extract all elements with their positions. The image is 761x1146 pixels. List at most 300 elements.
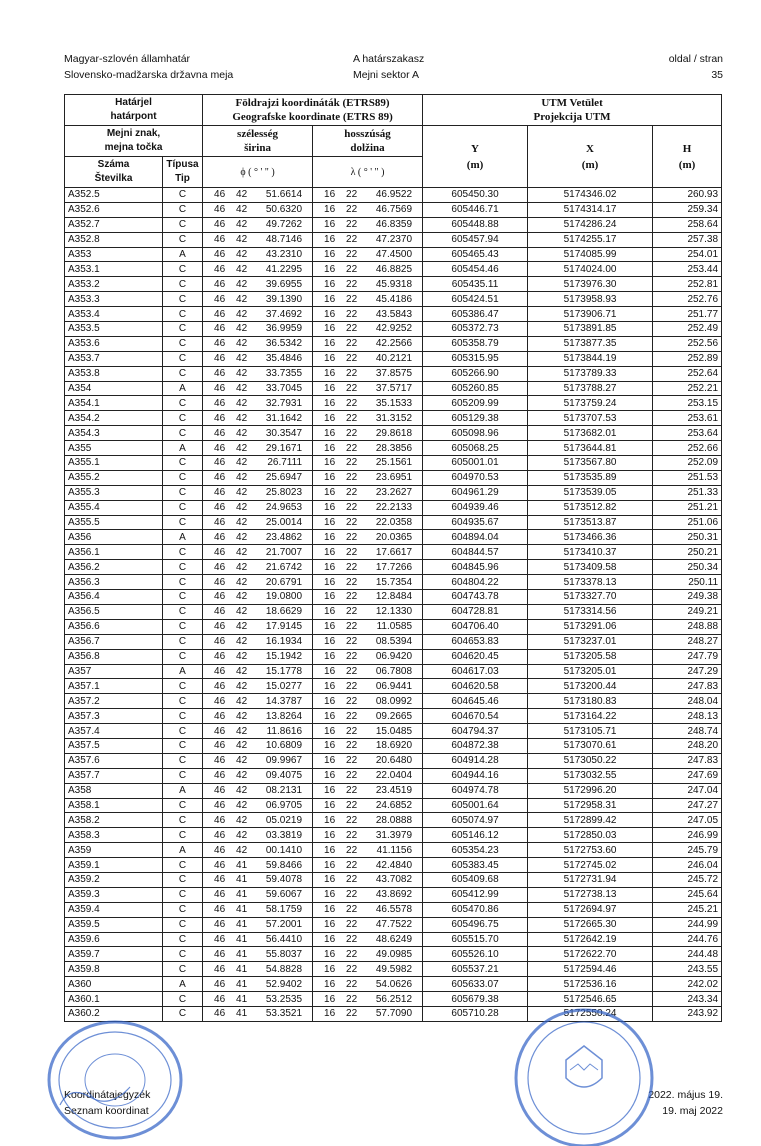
- point-type-cell: C: [163, 560, 203, 575]
- longitude-seconds: 20.6480: [375, 755, 413, 767]
- point-type-cell: C: [163, 634, 203, 649]
- longitude-minutes: 22: [346, 874, 358, 886]
- utm-x-cell: 5173877.35: [528, 336, 653, 351]
- longitude-minutes: 22: [346, 323, 358, 335]
- longitude-minutes: 22: [346, 472, 358, 484]
- latitude-degrees: 46: [214, 323, 226, 335]
- utm-y-cell: 604845.96: [423, 560, 528, 575]
- point-number-cell: A352.6: [65, 202, 163, 217]
- point-type-cell: C: [163, 962, 203, 977]
- longitude-degrees: 16: [324, 219, 336, 231]
- latitude-degrees: 46: [214, 665, 226, 677]
- table-row: [65, 724, 722, 739]
- table-row: [65, 307, 722, 322]
- longitude-seconds: 48.6249: [375, 933, 413, 945]
- table-row: [65, 768, 722, 783]
- latitude-minutes: 41: [236, 948, 248, 960]
- utm-x-cell: 5172694.97: [528, 902, 653, 917]
- height-cell: 246.04: [653, 858, 722, 873]
- longitude-degrees: 16: [324, 338, 336, 350]
- latitude-seconds: 25.6947: [265, 472, 303, 484]
- longitude-cell: [313, 872, 423, 887]
- longitude-degrees: 16: [324, 919, 336, 931]
- longitude-degrees: 16: [324, 651, 336, 663]
- point-number-cell: A355.1: [65, 456, 163, 471]
- latitude-minutes: 42: [236, 814, 248, 826]
- point-number-cell: A357.2: [65, 694, 163, 709]
- utm-y-cell: 605633.07: [423, 977, 528, 992]
- latitude-degrees: 46: [214, 338, 226, 350]
- latitude-seconds: 29.1671: [265, 442, 303, 454]
- longitude-degrees: 16: [324, 383, 336, 395]
- longitude-seconds: 56.2512: [375, 993, 413, 1005]
- latitude-degrees: 46: [214, 993, 226, 1005]
- longitude-degrees: 16: [324, 993, 336, 1005]
- longitude-minutes: 22: [346, 993, 358, 1005]
- utm-y-cell: 605457.94: [423, 232, 528, 247]
- longitude-seconds: 47.7522: [375, 919, 413, 931]
- latitude-degrees: 46: [214, 234, 226, 246]
- point-type-cell: A: [163, 664, 203, 679]
- table-row: [65, 560, 722, 575]
- utm-x-cell: 5172665.30: [528, 917, 653, 932]
- table-row: [65, 485, 722, 500]
- longitude-degrees: 16: [324, 1008, 336, 1020]
- longitude-cell: [313, 902, 423, 917]
- utm-y-cell: 604743.78: [423, 590, 528, 605]
- latitude-seconds: 03.3819: [265, 829, 303, 841]
- longitude-cell: [313, 887, 423, 902]
- latitude-degrees: 46: [214, 933, 226, 945]
- utm-x-cell: 5173759.24: [528, 396, 653, 411]
- geo-coordinates-header: Földrajzi koordináták (ETRS89) Geografske koordinate (ETRS 89): [203, 95, 423, 126]
- height-cell: 253.44: [653, 262, 722, 277]
- latitude-minutes: 42: [236, 487, 248, 499]
- longitude-seconds: 42.4840: [375, 859, 413, 871]
- latitude-degrees: 46: [214, 249, 226, 260]
- utm-x-cell: 5174346.02: [528, 188, 653, 203]
- table-row: [65, 470, 722, 485]
- latitude-seconds: 15.1778: [265, 665, 303, 677]
- header-sector-sl: Mejni sektor A: [353, 69, 419, 81]
- utm-y-cell: 605266.90: [423, 366, 528, 381]
- latitude-minutes: 41: [236, 889, 248, 901]
- longitude-degrees: 16: [324, 963, 336, 975]
- latitude-cell: [203, 262, 313, 277]
- longitude-minutes: 22: [346, 785, 358, 797]
- table-row: [65, 604, 722, 619]
- point-type-cell: C: [163, 649, 203, 664]
- longitude-degrees: 16: [324, 487, 336, 499]
- point-type-cell: C: [163, 604, 203, 619]
- table-row: [65, 411, 722, 426]
- longitude-cell: [313, 679, 423, 694]
- utm-y-cell: 605260.85: [423, 381, 528, 396]
- point-number-cell: A359.3: [65, 887, 163, 902]
- longitude-seconds: 22.2133: [375, 502, 413, 514]
- table-row: [65, 709, 722, 724]
- longitude-degrees: 16: [324, 606, 336, 618]
- longitude-seconds: 37.8575: [375, 368, 413, 380]
- latitude-minutes: 42: [236, 576, 248, 588]
- utm-x-cell: 5172745.02: [528, 858, 653, 873]
- height-cell: 247.79: [653, 649, 722, 664]
- longitude-minutes: 22: [346, 665, 358, 677]
- utm-y-cell: 604974.78: [423, 783, 528, 798]
- latitude-cell: [203, 738, 313, 753]
- latitude-degrees: 46: [214, 904, 226, 916]
- latitude-cell: [203, 485, 313, 500]
- height-cell: 248.04: [653, 694, 722, 709]
- longitude-degrees: 16: [324, 427, 336, 439]
- latitude-minutes: 41: [236, 978, 248, 990]
- longitude-seconds: 46.9522: [375, 189, 413, 201]
- longitude-minutes: 22: [346, 755, 358, 767]
- height-cell: 248.27: [653, 634, 722, 649]
- longitude-cell: [313, 515, 423, 530]
- utm-x-cell: 5173512.82: [528, 500, 653, 515]
- latitude-degrees: 46: [214, 219, 226, 231]
- utm-x-cell: 5173958.93: [528, 292, 653, 307]
- height-cell: 252.64: [653, 366, 722, 381]
- hungarian-seal-stamp: [40, 1010, 190, 1142]
- height-cell: 253.64: [653, 426, 722, 441]
- longitude-minutes: 22: [346, 710, 358, 722]
- latitude-seconds: 59.4078: [265, 874, 303, 886]
- latitude-seconds: 14.3787: [265, 695, 303, 707]
- longitude-seconds: 12.8484: [375, 591, 413, 603]
- longitude-minutes: 22: [346, 308, 358, 320]
- longitude-seconds: 06.7808: [375, 665, 413, 677]
- point-number-cell: A356.3: [65, 575, 163, 590]
- height-cell: 245.21: [653, 902, 722, 917]
- longitude-cell: [313, 798, 423, 813]
- latitude-degrees: 46: [214, 427, 226, 439]
- latitude-cell: [203, 441, 313, 456]
- table-row: [65, 917, 722, 932]
- point-number-cell: A360.1: [65, 992, 163, 1007]
- height-cell: 252.09: [653, 456, 722, 471]
- utm-x-cell: 5173567.80: [528, 456, 653, 471]
- latitude-degrees: 46: [214, 397, 226, 409]
- longitude-degrees: 16: [324, 948, 336, 960]
- latitude-minutes: 42: [236, 278, 248, 290]
- latitude-minutes: 42: [236, 680, 248, 692]
- table-row: [65, 902, 722, 917]
- longitude-degrees: 16: [324, 189, 336, 201]
- latitude-degrees: 46: [214, 487, 226, 499]
- longitude-minutes: 22: [346, 338, 358, 350]
- longitude-degrees: 16: [324, 561, 336, 573]
- latitude-degrees: 46: [214, 189, 226, 201]
- utm-x-cell: 5173050.22: [528, 753, 653, 768]
- point-type-cell: A: [163, 783, 203, 798]
- table-row: [65, 798, 722, 813]
- utm-y-cell: 604706.40: [423, 619, 528, 634]
- longitude-cell: [313, 649, 423, 664]
- longitude-minutes: 22: [346, 770, 358, 782]
- height-cell: 247.04: [653, 783, 722, 798]
- latitude-seconds: 59.8466: [265, 859, 303, 871]
- height-cell: 245.64: [653, 887, 722, 902]
- point-type-cell: C: [163, 709, 203, 724]
- point-number-cell: A359.8: [65, 962, 163, 977]
- latitude-cell: [203, 753, 313, 768]
- latitude-degrees: 46: [214, 278, 226, 290]
- latitude-minutes: 42: [236, 636, 248, 648]
- latitude-seconds: 39.1390: [265, 293, 303, 305]
- longitude-minutes: 22: [346, 740, 358, 752]
- longitude-degrees: 16: [324, 591, 336, 603]
- utm-x-cell: 5174255.17: [528, 232, 653, 247]
- utm-x-cell: 5172546.65: [528, 992, 653, 1007]
- utm-x-cell: 5173891.85: [528, 322, 653, 337]
- height-cell: 244.76: [653, 932, 722, 947]
- point-number-cell: A356.7: [65, 634, 163, 649]
- table-row: [65, 947, 722, 962]
- boundary-point-sl-header: Mejni znak, mejna točka: [65, 126, 203, 157]
- latitude-seconds: 59.6067: [265, 889, 303, 901]
- utm-x-cell: 5173237.01: [528, 634, 653, 649]
- latitude-cell: [203, 396, 313, 411]
- latitude-minutes: 42: [236, 785, 248, 797]
- latitude-seconds: 51.6614: [265, 189, 303, 201]
- point-number-cell: A356.1: [65, 545, 163, 560]
- longitude-minutes: 22: [346, 263, 358, 275]
- longitude-cell: [313, 188, 423, 203]
- point-number-cell: A357.4: [65, 724, 163, 739]
- utm-x-cell: 5173410.37: [528, 545, 653, 560]
- latitude-minutes: 42: [236, 502, 248, 514]
- height-cell: 252.81: [653, 277, 722, 292]
- longitude-cell: [313, 619, 423, 634]
- utm-x-cell: 5173844.19: [528, 351, 653, 366]
- latitude-cell: [203, 307, 313, 322]
- latitude-degrees: 46: [214, 517, 226, 529]
- point-number-cell: A358.1: [65, 798, 163, 813]
- point-number-cell: A353.5: [65, 322, 163, 337]
- latitude-cell: [203, 872, 313, 887]
- latitude-seconds: 58.1759: [265, 904, 303, 916]
- utm-y-cell: 604935.67: [423, 515, 528, 530]
- latitude-seconds: 53.2535: [265, 993, 303, 1005]
- height-cell: 251.53: [653, 470, 722, 485]
- latitude-minutes: 41: [236, 963, 248, 975]
- table-row: [65, 262, 722, 277]
- utm-header: UTM Vetület Projekcija UTM: [423, 95, 722, 126]
- longitude-minutes: 22: [346, 859, 358, 871]
- latitude-cell: [203, 858, 313, 873]
- height-cell: 252.56: [653, 336, 722, 351]
- utm-y-cell: 605496.75: [423, 917, 528, 932]
- latitude-seconds: 05.0219: [265, 814, 303, 826]
- latitude-cell: [203, 366, 313, 381]
- point-type-cell: C: [163, 232, 203, 247]
- longitude-degrees: 16: [324, 695, 336, 707]
- longitude-seconds: 45.4186: [375, 293, 413, 305]
- latitude-minutes: 42: [236, 427, 248, 439]
- point-type-cell: A: [163, 247, 203, 262]
- longitude-cell: [313, 202, 423, 217]
- point-number-cell: A354.1: [65, 396, 163, 411]
- longitude-seconds: 49.0985: [375, 948, 413, 960]
- longitude-degrees: 16: [324, 234, 336, 246]
- boundary-point-header: Határjel határpont: [65, 95, 203, 126]
- longitude-seconds: 35.1533: [375, 397, 413, 409]
- latitude-seconds: 30.3547: [265, 427, 303, 439]
- latitude-seconds: 36.5342: [265, 338, 303, 350]
- longitude-cell: [313, 709, 423, 724]
- table-row: [65, 202, 722, 217]
- longitude-seconds: 28.3856: [375, 442, 413, 454]
- point-type-cell: C: [163, 217, 203, 232]
- latitude-cell: [203, 798, 313, 813]
- point-number-cell: A359: [65, 843, 163, 858]
- point-type-cell: C: [163, 322, 203, 337]
- utm-y-cell: 605386.47: [423, 307, 528, 322]
- latitude-minutes: 42: [236, 606, 248, 618]
- latitude-minutes: 42: [236, 383, 248, 395]
- point-type-cell: A: [163, 530, 203, 545]
- coordinates-table: [64, 94, 722, 1022]
- slovenian-seal-stamp: [496, 1000, 656, 1146]
- latitude-degrees: 46: [214, 561, 226, 573]
- longitude-degrees: 16: [324, 442, 336, 454]
- table-row: [65, 396, 722, 411]
- utm-x-cell: 5173070.61: [528, 738, 653, 753]
- latitude-seconds: 49.7262: [265, 219, 303, 231]
- longitude-cell: [313, 917, 423, 932]
- longitude-minutes: 22: [346, 576, 358, 588]
- latitude-degrees: 46: [214, 859, 226, 871]
- utm-x-cell: 5173327.70: [528, 590, 653, 605]
- latitude-cell: [203, 515, 313, 530]
- latitude-minutes: 42: [236, 249, 248, 260]
- latitude-minutes: 41: [236, 993, 248, 1005]
- longitude-minutes: 22: [346, 383, 358, 395]
- point-type-cell: C: [163, 813, 203, 828]
- point-number-cell: A358.3: [65, 828, 163, 843]
- table-row: [65, 887, 722, 902]
- longitude-degrees: 16: [324, 814, 336, 826]
- longitude-cell: [313, 351, 423, 366]
- height-cell: 247.83: [653, 679, 722, 694]
- point-type-cell: C: [163, 724, 203, 739]
- longitude-seconds: 28.0888: [375, 814, 413, 826]
- table-row: [65, 336, 722, 351]
- longitude-minutes: 22: [346, 948, 358, 960]
- footer-left: [64, 1087, 150, 1119]
- longitude-minutes: 22: [346, 963, 358, 975]
- longitude-cell: [313, 277, 423, 292]
- longitude-seconds: 41.1156: [376, 844, 413, 856]
- utm-x-cell: 5174286.24: [528, 217, 653, 232]
- longitude-degrees: 16: [324, 293, 336, 305]
- longitude-seconds: 49.5982: [375, 963, 413, 975]
- longitude-seconds: 18.6920: [375, 740, 413, 752]
- latitude-cell: [203, 530, 313, 545]
- height-cell: 247.69: [653, 768, 722, 783]
- utm-x-cell: 5173164.22: [528, 709, 653, 724]
- utm-x-cell: 5173513.87: [528, 515, 653, 530]
- longitude-cell: [313, 470, 423, 485]
- footer-date-sl: 19. maj 2022: [662, 1105, 723, 1117]
- utm-x-cell: 5173682.01: [528, 426, 653, 441]
- point-number-cell: A352.7: [65, 217, 163, 232]
- type-header: Típusa Tip: [163, 157, 203, 188]
- height-cell: 254.01: [653, 247, 722, 262]
- longitude-seconds: 11.0585: [376, 621, 413, 633]
- point-type-cell: C: [163, 426, 203, 441]
- longitude-degrees: 16: [324, 844, 336, 856]
- latitude-minutes: 42: [236, 353, 248, 365]
- point-number-cell: A357: [65, 664, 163, 679]
- point-number-cell: A353.1: [65, 262, 163, 277]
- longitude-minutes: 22: [346, 636, 358, 648]
- point-number-cell: A357.5: [65, 738, 163, 753]
- latitude-degrees: 46: [214, 204, 226, 216]
- longitude-cell: [313, 232, 423, 247]
- longitude-degrees: 16: [324, 829, 336, 841]
- latitude-cell: [203, 232, 313, 247]
- height-cell: 243.92: [653, 1006, 722, 1021]
- point-type-cell: C: [163, 202, 203, 217]
- longitude-cell: [313, 396, 423, 411]
- longitude-minutes: 22: [346, 561, 358, 573]
- table-row: [65, 277, 722, 292]
- longitude-degrees: 16: [324, 978, 336, 990]
- longitude-seconds: 15.7354: [375, 576, 413, 588]
- longitude-seconds: 22.0404: [375, 770, 413, 782]
- longitude-minutes: 22: [346, 904, 358, 916]
- latitude-degrees: 46: [214, 844, 226, 856]
- latitude-minutes: 42: [236, 517, 248, 529]
- latitude-cell: [203, 783, 313, 798]
- utm-x-cell: 5174024.00: [528, 262, 653, 277]
- latitude-seconds: 23.4862: [265, 531, 303, 543]
- longitude-minutes: 22: [346, 546, 358, 558]
- latitude-seconds: 41.2295: [265, 263, 303, 275]
- utm-y-cell: 605068.25: [423, 441, 528, 456]
- longitude-minutes: 22: [346, 442, 358, 454]
- longitude-seconds: 25.1561: [375, 457, 413, 469]
- point-type-cell: C: [163, 694, 203, 709]
- height-cell: 244.48: [653, 947, 722, 962]
- table-row: [65, 634, 722, 649]
- latitude-degrees: 46: [214, 368, 226, 380]
- point-type-cell: C: [163, 545, 203, 560]
- longitude-minutes: 22: [346, 487, 358, 499]
- utm-x-cell: 5172958.31: [528, 798, 653, 813]
- utm-x-cell: 5173644.81: [528, 441, 653, 456]
- latitude-cell: [203, 917, 313, 932]
- latitude-degrees: 46: [214, 785, 226, 797]
- height-cell: 249.21: [653, 604, 722, 619]
- point-number-cell: A356.6: [65, 619, 163, 634]
- longitude-minutes: 22: [346, 621, 358, 633]
- latitude-minutes: 42: [236, 293, 248, 305]
- utm-y-cell: 604670.54: [423, 709, 528, 724]
- utm-y-cell: 604894.04: [423, 530, 528, 545]
- latitude-seconds: 21.7007: [265, 546, 303, 558]
- latitude-degrees: 46: [214, 636, 226, 648]
- utm-x-cell: 5173200.44: [528, 679, 653, 694]
- longitude-minutes: 22: [346, 919, 358, 931]
- height-cell: 248.74: [653, 724, 722, 739]
- utm-y-cell: 604620.45: [423, 649, 528, 664]
- height-cell: 247.29: [653, 664, 722, 679]
- latitude-seconds: 17.9145: [265, 621, 303, 633]
